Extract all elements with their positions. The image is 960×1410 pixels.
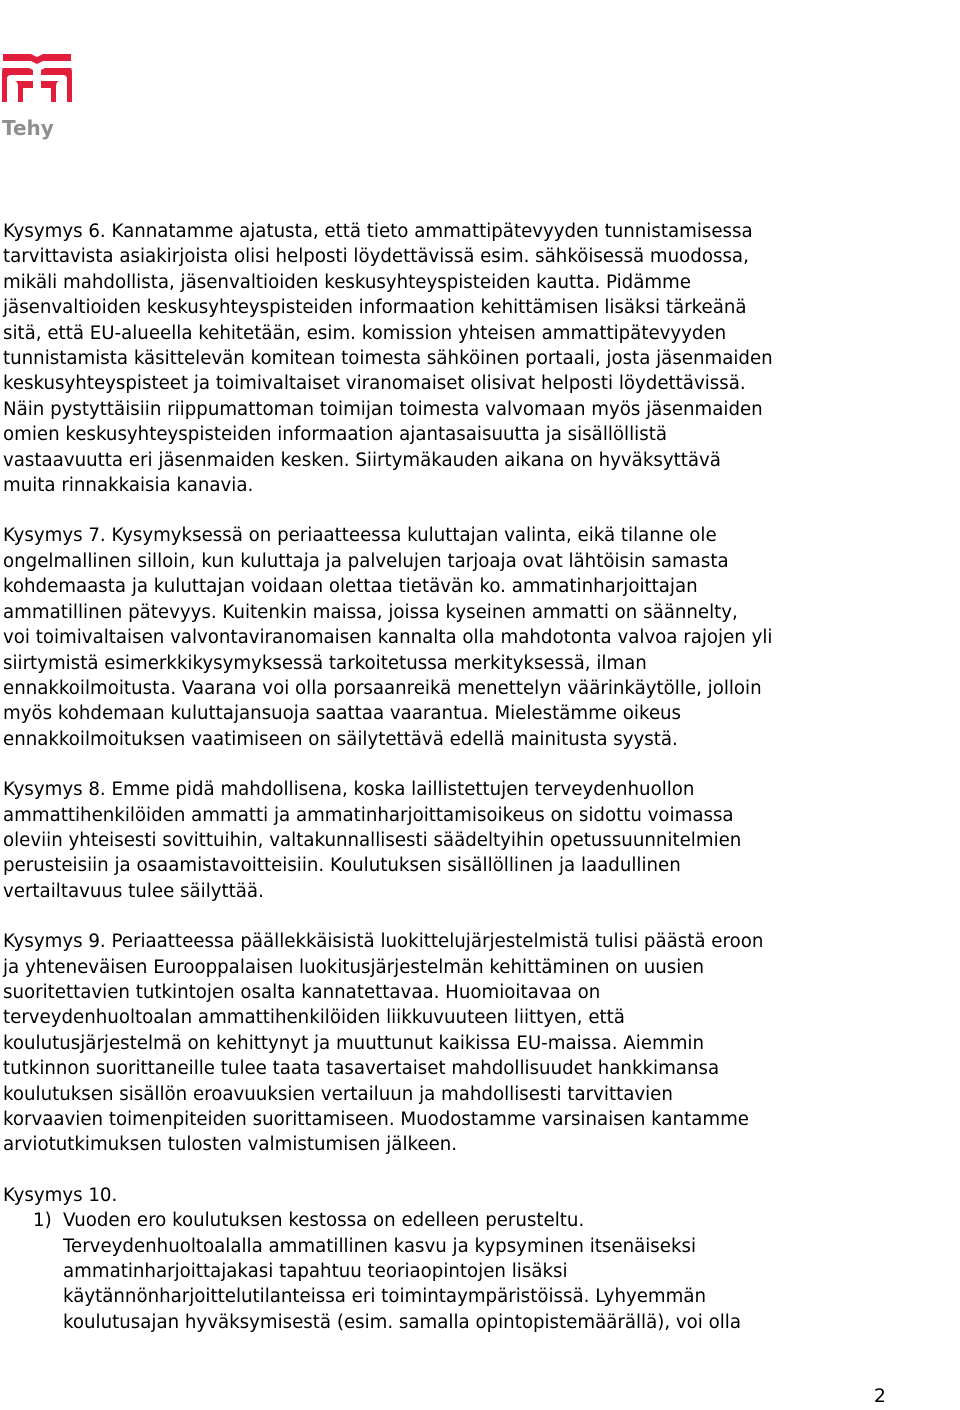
list-item — [3, 1208, 903, 1335]
document-body — [3, 219, 903, 1335]
page-number: 2 — [873, 1385, 886, 1407]
paragraph-question-6: Kysymys 6. Kannatamme ajatusta, että tieto ammattipätevyyden tunnistamisessa tarvittavista asiakirjoista olisi helposti löydettävissä esim. sähköisessä muodossa, mikäli mahdollista, jäsenvaltioiden keskusyhteyspisteiden kautta. Pidämme jäsenvaltioiden keskusyhteyspisteiden informaation kehittämisen lisäksi tärkeänä sitä, että EU-alueella kehitetään, esim. komission yhteisen ammattipätevyyden tunnistamista käsittelevän komitean toimesta sähköinen portaali, josta jäsenmaiden keskusyhteyspisteet ja toimivaltaiset viranomaiset olisivat helposti löydettävissä. Näin pystyttäisiin riippumattoman toimijan toimesta valvomaan myös jäsenmaiden omien keskusyhteyspisteiden informaation ajantasaisuutta ja sisällöllistä vastaavuutta eri jäsenmaiden kesken. Siirtymäkauden aikana on hyväksyttävä muita rinnakkaisia kanavia. — [3, 221, 773, 497]
paragraph-question-9: Kysymys 9. Periaatteessa päällekkäisistä luokittelujärjestelmistä tulisi päästä eroon ja yhteneväisen Eurooppalaisen luokitusjärjestelmän kehittäminen on uusien suoritettavien tutkintojen osalta kannatettavaa. Huomioitavaa on terveydenhuoltoalan ammattihenkilöiden liikkuvuuteen liittyen, että koulutusjärjestelmä on kehittynyt ja muuttunut kaikissa EU-maissa. Aiemmin tutkinnon suorittaneille tulee taata tasavertaiset mahdollisuudet hankkimansa koulutuksen sisällön eroavuuksien vertailuun ja mahdollisesti tarvittavien korvaavien toimenpiteiden suorittamiseen. Muodostamme varsinaisen kantamme arviotutkimuksen tulosten valmistumisen jälkeen. — [3, 931, 764, 1156]
list-item-number: 1) — [33, 1210, 52, 1232]
question-10-title: Kysymys 10. — [3, 1184, 118, 1206]
list-item-text: Vuoden ero koulutuksen kestossa on edelleen perusteltu. Terveydenhuoltoalalla ammatillinen kasvu ja kypsyminen itsenäiseksi ammatinharjoittajakasi tapahtuu teoriaopintojen lisäksi käytännönharjoittelutilanteissa eri toimintaympäristöissä. Lyhyemmän koulutusajan hyväksymisestä (esim. samalla opintopistemäärällä), voi olla — [63, 1210, 741, 1333]
tehy-logo-mark — [0, 44, 74, 144]
paragraph-question-7: Kysymys 7. Kysymyksessä on periaatteessa kuluttajan valinta, eikä tilanne ole ongelmallinen silloin, kun kuluttaja ja palvelujen tarjoaja ovat lähtöisin samasta kohdemaasta ja kuluttajan voidaan olettaa tietävän ko. ammatinharjoittajan ammatillinen pätevyys. Kuitenkin maissa, joissa kyseinen ammatti on säännelty, voi toimivaltaisen valvontaviranomaisen kannalta olla mahdotonta valvoa rajojen yli siirtymistä esimerkkikysymyksessä tarkoitetussa merkityksessä, ilman ennakkoilmoitusta. Vaarana voi olla porsaanreikä menettelyn väärinkäytölle, jolloin myös kohdemaan kuluttajansuoja saattaa vaarantua. Mielestämme oikeus ennakkoilmoituksen vaatimiseen on säilytettävä edellä mainitusta syystä. — [3, 525, 773, 750]
tehy-logo — [0, 44, 74, 144]
logo-red-t-shapes — [2, 54, 72, 102]
paragraph-question-8: Kysymys 8. Emme pidä mahdollisena, koska laillistettujen terveydenhuollon ammattihenkilöiden ammatti ja ammatinharjoittamisoikeus on sidottu voimassa oleviin yhteisesti sovittuihin, valtakunnallisesti säädeltyihin opetussuunnitelmien perusteisiin ja osaamistavoitteisiin. Koulutuksen sisällöllinen ja laadullinen vertailtavuus tulee säilyttää. — [3, 779, 742, 902]
logo-text: Tehy — [2, 116, 54, 140]
